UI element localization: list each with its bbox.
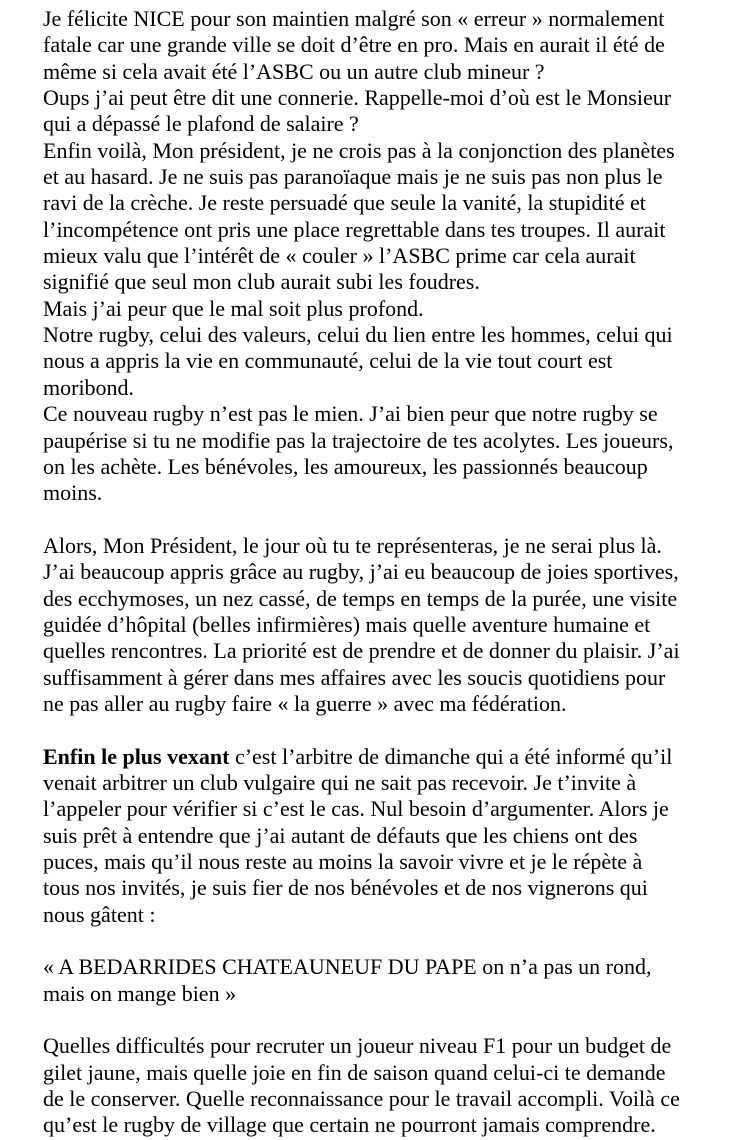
line-text: « A BEDARRIDES CHATEAUNEUF DU PAPE on n’a pas un rond, — [43, 954, 652, 980]
text-line — [43, 428, 718, 454]
line-text: moribond. — [43, 374, 135, 400]
line-text: de le conserver. Quelle reconnaissance pour le travail accompli. Voilà ce — [43, 1086, 680, 1112]
text-line — [43, 480, 718, 506]
line-text: ne pas aller au rugby faire « la guerre » avec ma fédération. — [43, 690, 567, 716]
text-line — [43, 981, 718, 1007]
text-line — [43, 665, 718, 691]
text-line — [43, 243, 718, 269]
line-text: qu’est le rugby de village que certain ne pourront jamais comprendre. — [43, 1112, 656, 1138]
line-text: venait arbitrer un club vulgaire qui ne sait pas recevoir. Je t’invite à — [43, 769, 637, 795]
line-text: guidée d’hôpital (belles infirmières) mais quelle aventure humaine et — [43, 611, 651, 637]
text-line — [43, 586, 718, 612]
line-text: suffisamment à gérer dans mes affaires avec les soucis quotidiens pour — [43, 664, 666, 690]
text-line — [43, 902, 718, 928]
line-text: fatale car une grande ville se doit d’être en pro. Mais en aurait il été de — [43, 32, 665, 58]
text-line — [43, 375, 718, 401]
line-text: Enfin voilà, Mon président, je ne crois pas à la conjonction des planètes — [43, 137, 675, 163]
line-text: on les achète. Les bénévoles, les amoureux, les passionnés beaucoup — [43, 453, 648, 479]
text-line — [43, 401, 718, 427]
text-line — [43, 796, 718, 822]
line-text: l’incompétence ont pris une place regrettable dans tes troupes. Il aurait — [43, 216, 666, 242]
text-line — [43, 138, 718, 164]
line-text: Mais j’ai peur que le mal soit plus profond. — [43, 295, 424, 321]
line-text: même si cela avait été l’ASBC ou un autre club mineur ? — [43, 58, 545, 84]
line-text: Quelles difficultés pour recruter un joueur niveau F1 pour un budget de — [43, 1033, 672, 1059]
text-line — [43, 612, 718, 638]
line-text: paupérise si tu ne modifie pas la trajectoire de tes acolytes. Les joueurs, — [43, 427, 674, 453]
text-line — [43, 269, 718, 295]
line-text: nous gâtent : — [43, 901, 156, 927]
line-text: l’appeler pour vérifier si c’est le cas. Nul besoin d’argumenter. Alors je — [43, 796, 669, 822]
line-text: nous a appris la vie en communauté, celui de la vie tout court est — [43, 348, 613, 374]
text-line — [43, 296, 718, 322]
text-line — [43, 322, 718, 348]
line-text: puces, mais qu’il nous reste au moins la savoir vivre et je le répète à — [43, 849, 643, 874]
line-text: gilet jaune, mais quelle joie en fin de saison quand celui-ci te demande — [43, 1059, 666, 1085]
text-line — [43, 849, 718, 875]
text-line — [43, 638, 718, 664]
line-text: mieux valu que l’intérêt de « couler » l’ASBC prime car cela aurait — [43, 243, 636, 269]
bold-text: Enfin le plus vexant — [43, 743, 230, 769]
text-line — [43, 190, 718, 216]
text-line — [43, 954, 718, 980]
text-line — [43, 559, 718, 585]
text-line — [43, 217, 718, 243]
line-text: signifié que seul mon club aurait subi les foudres. — [43, 269, 480, 295]
line-text: Oups j’ai peut être dit une connerie. Rappelle-moi d’où est le Monsieur — [43, 85, 672, 111]
text-line — [43, 823, 718, 849]
line-text: c’est l’arbitre de dimanche qui a été informé qu’il — [229, 743, 673, 769]
text-line — [43, 164, 718, 190]
text-line — [43, 85, 718, 111]
text-line — [43, 1033, 718, 1059]
line-text: qui a dépassé le plafond de salaire ? — [43, 111, 359, 137]
text-line — [43, 348, 718, 374]
line-text: J’ai beaucoup appris grâce au rugby, j’ai eu beaucoup de joies sportives, — [43, 559, 679, 585]
text-line — [43, 533, 718, 559]
blank-line — [43, 507, 718, 533]
text-line — [43, 691, 718, 717]
line-text: tous nos invités, je suis fier de nos bénévoles et de nos vignerons qui — [43, 875, 648, 901]
text-line — [43, 59, 718, 85]
letter-body — [43, 6, 718, 1139]
text-line — [43, 1112, 718, 1138]
text-line — [43, 111, 718, 137]
text-line — [43, 32, 718, 58]
text-line — [43, 6, 718, 32]
blank-line — [43, 928, 718, 954]
text-line — [43, 1086, 718, 1112]
text-line — [43, 744, 718, 770]
blank-line — [43, 1007, 718, 1033]
line-text: moins. — [43, 480, 103, 506]
line-text: Notre rugby, celui des valeurs, celui du lien entre les hommes, celui qui — [43, 322, 673, 348]
line-text: suis prêt à entendre que j’ai autant de défauts que les chiens ont des — [43, 822, 638, 848]
text-line — [43, 454, 718, 480]
line-text: ravi de la crèche. Je reste persuadé que seule la vanité, la stupidité et — [43, 190, 646, 216]
text-line — [43, 875, 718, 901]
text-line — [43, 770, 718, 796]
line-text: Ce nouveau rugby n’est pas le mien. J’ai bien peur que notre rugby se — [43, 401, 658, 427]
line-text: des ecchymoses, un nez cassé, de temps en temps de la purée, une visite — [43, 585, 678, 611]
line-text: et au hasard. Je ne suis pas paranoïaque mais je ne suis pas non plus le — [43, 164, 663, 190]
blank-line — [43, 717, 718, 743]
text-line — [43, 1060, 718, 1086]
line-text: quelles rencontres. La priorité est de prendre et de donner du plaisir. J’ai — [43, 638, 680, 664]
line-text: Alors, Mon Président, le jour où tu te représenteras, je ne serai plus là. — [43, 532, 662, 558]
line-text: Je félicite NICE pour son maintien malgré son « erreur » normalement — [43, 6, 665, 31]
line-text: mais on mange bien » — [43, 980, 237, 1006]
